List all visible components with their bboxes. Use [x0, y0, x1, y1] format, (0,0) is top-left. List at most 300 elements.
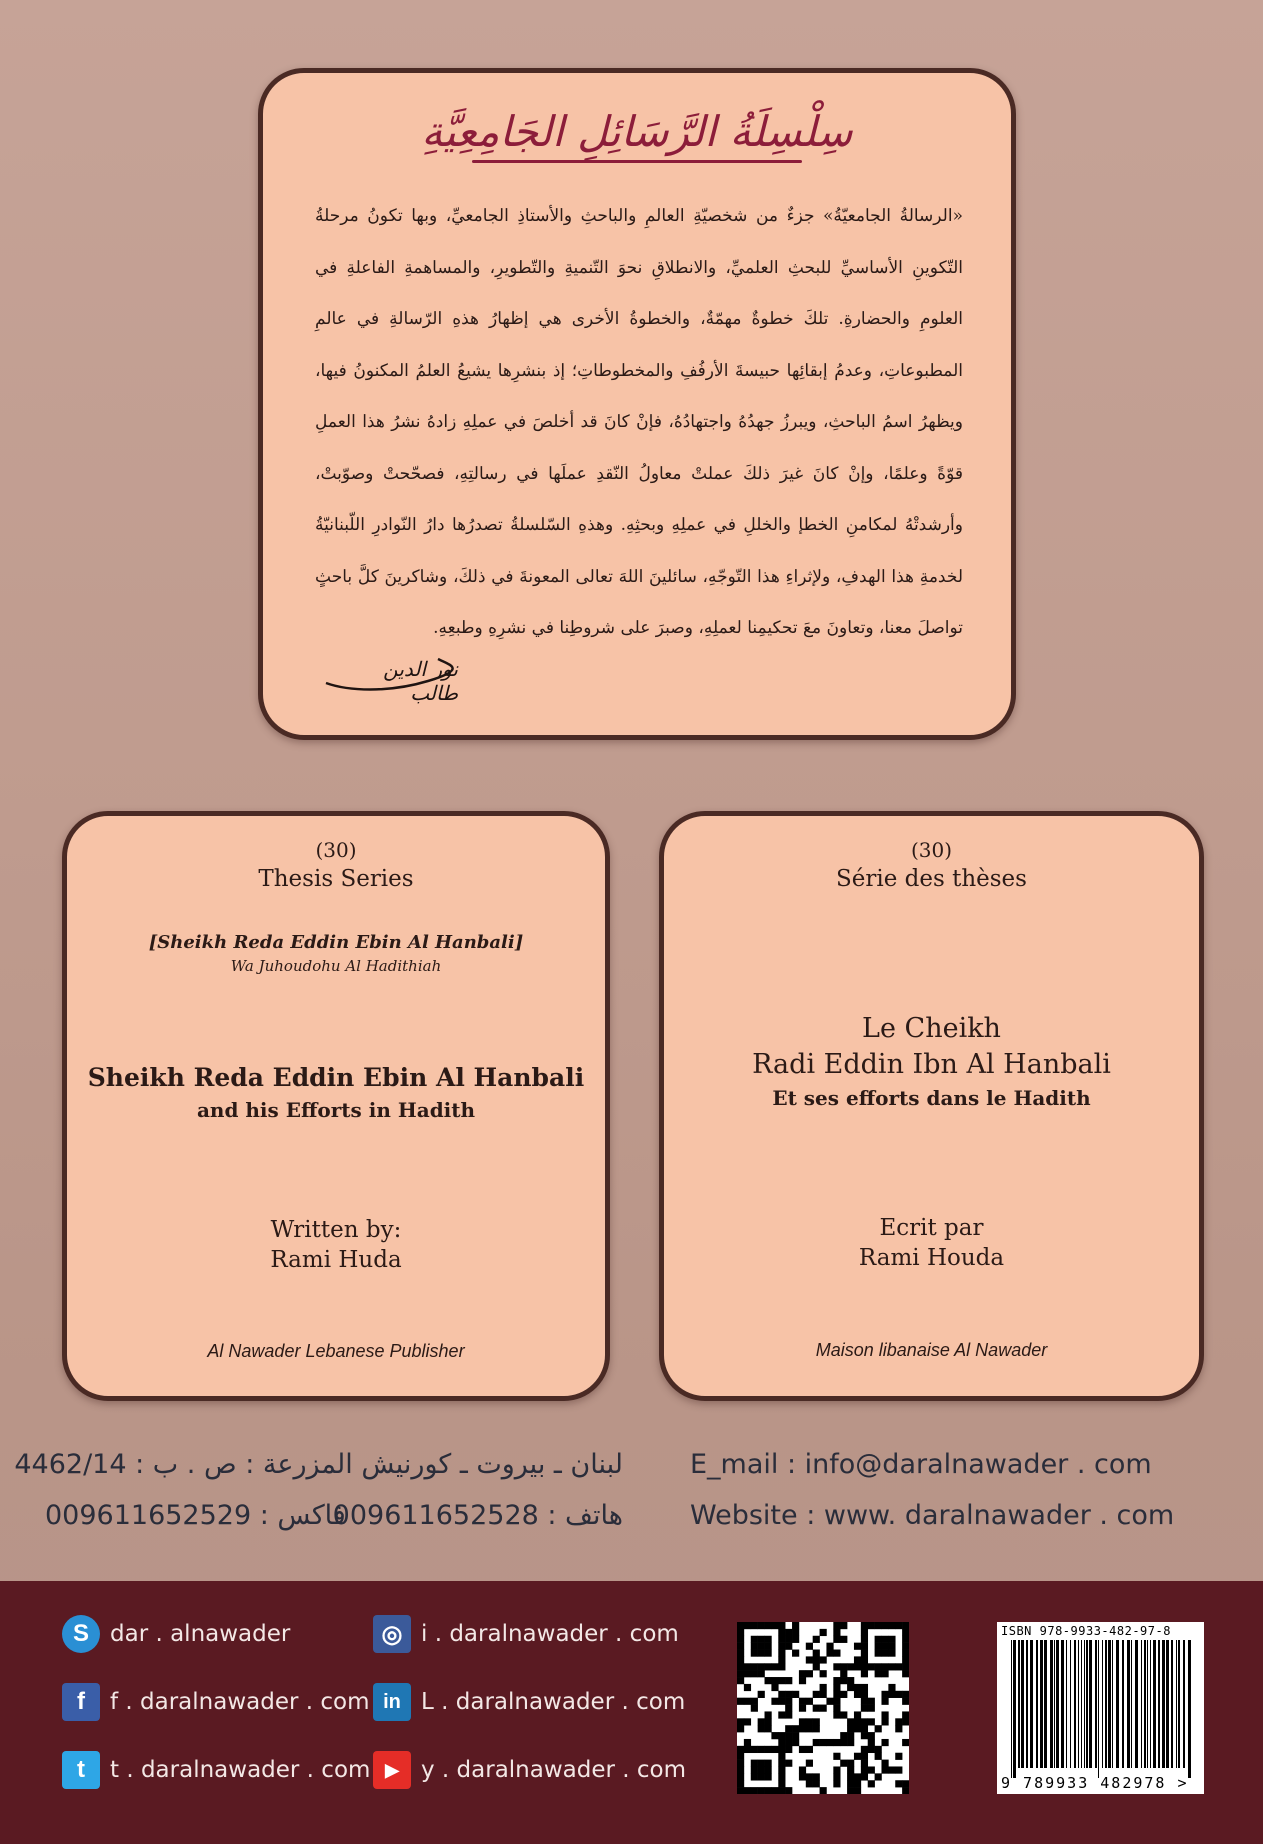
qr-module — [751, 1650, 758, 1657]
qr-module — [833, 1773, 840, 1780]
qr-module — [778, 1766, 785, 1773]
qr-module — [881, 1650, 888, 1657]
instagram-icon: ◎ — [373, 1615, 411, 1653]
qr-module — [771, 1698, 778, 1705]
qr-module — [833, 1780, 840, 1787]
qr-module — [778, 1753, 785, 1760]
qr-module — [854, 1691, 861, 1698]
qr-module — [854, 1725, 861, 1732]
qr-module — [902, 1622, 909, 1629]
qr-module — [833, 1622, 840, 1629]
qr-module — [758, 1663, 765, 1670]
qr-module — [758, 1760, 765, 1767]
qr-module — [881, 1766, 888, 1773]
qr-module — [737, 1650, 744, 1657]
qr-module — [771, 1732, 778, 1739]
qr-module — [847, 1766, 854, 1773]
qr-module — [778, 1629, 785, 1636]
qr-module — [868, 1705, 875, 1712]
barcode-bar — [1112, 1640, 1113, 1768]
qr-module — [771, 1663, 778, 1670]
social-label: L . daralnawader . com — [421, 1689, 686, 1715]
qr-module — [861, 1760, 868, 1767]
qr-module — [861, 1746, 868, 1753]
qr-module — [833, 1663, 840, 1670]
qr-module — [806, 1746, 813, 1753]
qr-module — [778, 1760, 785, 1767]
qr-module — [785, 1732, 792, 1739]
qr-module — [778, 1636, 785, 1643]
publisher-phone: هاتف : 009611652528 — [332, 1500, 623, 1531]
qr-module — [771, 1746, 778, 1753]
qr-module — [813, 1773, 820, 1780]
qr-module — [744, 1670, 751, 1677]
qr-module — [785, 1629, 792, 1636]
qr-module — [847, 1663, 854, 1670]
qr-module — [806, 1643, 813, 1650]
twitter-icon: t — [62, 1751, 100, 1789]
qr-module — [737, 1725, 744, 1732]
qr-module — [861, 1656, 868, 1663]
qr-module — [861, 1732, 868, 1739]
qr-module — [751, 1705, 758, 1712]
qr-module — [875, 1643, 882, 1650]
qr-module — [868, 1739, 875, 1746]
qr-module — [902, 1691, 909, 1698]
arabic-series-title: سِلْسِلَةُ الرَّسَائِلِ الجَامِعِيَّةِ — [263, 107, 1011, 163]
qr-module — [778, 1746, 785, 1753]
qr-module — [833, 1650, 840, 1657]
barcode-bar — [1176, 1640, 1177, 1768]
qr-module — [881, 1698, 888, 1705]
qr-module — [771, 1787, 778, 1794]
linkedin-icon: in — [373, 1683, 411, 1721]
publisher-fax: فاكس : 009611652529 — [45, 1500, 346, 1531]
qr-module — [875, 1746, 882, 1753]
qr-module — [888, 1622, 895, 1629]
qr-module — [785, 1725, 792, 1732]
author-name: Rami Huda — [270, 1247, 402, 1273]
qr-module — [758, 1643, 765, 1650]
qr-module — [792, 1629, 799, 1636]
qr-module — [840, 1711, 847, 1718]
qr-module — [813, 1650, 820, 1657]
barcode-bar — [1105, 1640, 1107, 1768]
qr-module — [737, 1656, 744, 1663]
isbn-barcode — [997, 1622, 1204, 1794]
qr-module — [895, 1753, 902, 1760]
facebook-icon: f — [62, 1683, 100, 1721]
barcode-bar — [1188, 1640, 1191, 1778]
qr-module — [840, 1691, 847, 1698]
qr-module — [861, 1753, 868, 1760]
qr-module — [771, 1684, 778, 1691]
qr-module — [765, 1643, 772, 1650]
social-skype — [62, 1615, 290, 1653]
qr-module — [888, 1643, 895, 1650]
qr-module — [799, 1677, 806, 1684]
barcode-bar — [1141, 1640, 1142, 1768]
qr-module — [888, 1650, 895, 1657]
qr-module — [826, 1698, 833, 1705]
qr-module — [847, 1718, 854, 1725]
book-subtitle: and his Efforts in Hadith — [196, 1098, 476, 1122]
barcode-bar — [1162, 1640, 1165, 1768]
qr-module — [813, 1725, 820, 1732]
qr-module — [840, 1663, 847, 1670]
barcode-bar — [1127, 1640, 1130, 1768]
qr-module — [902, 1780, 909, 1787]
qr-module — [813, 1780, 820, 1787]
qr-module — [868, 1663, 875, 1670]
qr-module — [792, 1636, 799, 1643]
barcode-bar — [1036, 1640, 1038, 1768]
qr-module — [778, 1787, 785, 1794]
qr-module — [792, 1691, 799, 1698]
qr-module — [778, 1711, 785, 1718]
qr-module — [785, 1636, 792, 1643]
qr-module — [744, 1698, 751, 1705]
qr-module — [868, 1718, 875, 1725]
qr-module — [881, 1663, 888, 1670]
qr-module — [737, 1753, 744, 1760]
book-subtitle: Et ses efforts dans le Hadith — [772, 1086, 1091, 1110]
qr-module — [888, 1766, 895, 1773]
qr-module — [758, 1725, 765, 1732]
social-facebook — [62, 1683, 370, 1721]
qr-module — [778, 1732, 785, 1739]
qr-module — [806, 1656, 813, 1663]
publisher-website: Website : www. daralnawader . com — [690, 1500, 1175, 1531]
qr-module — [792, 1650, 799, 1657]
french-title-panel — [659, 811, 1204, 1401]
barcode-bar — [1074, 1640, 1076, 1768]
qr-module — [820, 1684, 827, 1691]
qr-module — [861, 1725, 868, 1732]
qr-module — [758, 1691, 765, 1698]
qr-module — [799, 1705, 806, 1712]
qr-module — [868, 1622, 875, 1629]
qr-module — [737, 1643, 744, 1650]
qr-module — [771, 1622, 778, 1629]
qr-module — [840, 1677, 847, 1684]
qr-module — [737, 1787, 744, 1794]
qr-module — [785, 1643, 792, 1650]
qr-module — [875, 1753, 882, 1760]
qr-module — [895, 1718, 902, 1725]
series-name: Thesis Series — [258, 866, 414, 892]
series-number: (30) — [315, 838, 357, 862]
skype-icon: S — [62, 1615, 100, 1653]
qr-module — [820, 1691, 827, 1698]
qr-module — [737, 1766, 744, 1773]
qr-module — [875, 1636, 882, 1643]
qr-module — [847, 1787, 854, 1794]
qr-module — [902, 1718, 909, 1725]
qr-module — [854, 1773, 861, 1780]
qr-module — [847, 1773, 854, 1780]
qr-module — [881, 1739, 888, 1746]
qr-module — [751, 1663, 758, 1670]
qr-module — [868, 1746, 875, 1753]
qr-module — [861, 1643, 868, 1650]
qr-module — [813, 1718, 820, 1725]
qr-module — [861, 1705, 868, 1712]
barcode-bar — [1102, 1640, 1103, 1768]
qr-module — [785, 1739, 792, 1746]
qr-module — [847, 1760, 854, 1767]
youtube-icon: ▶ — [373, 1751, 411, 1789]
qr-module — [833, 1739, 840, 1746]
qr-module — [861, 1698, 868, 1705]
barcode-bar — [1098, 1640, 1099, 1778]
qr-module — [778, 1663, 785, 1670]
qr-module — [861, 1718, 868, 1725]
qr-module — [881, 1691, 888, 1698]
qr-module — [861, 1773, 868, 1780]
qr-module — [758, 1746, 765, 1753]
qr-module — [806, 1773, 813, 1780]
barcode-bar — [1044, 1640, 1047, 1768]
transliterated-title: [Sheikh Reda Eddin Ebin Al Hanbali] — [148, 932, 524, 953]
barcode-bar — [1122, 1640, 1124, 1768]
written-by-label: Ecrit par — [879, 1215, 984, 1241]
barcode-bar — [1171, 1640, 1173, 1768]
qr-module — [765, 1760, 772, 1767]
qr-module — [785, 1677, 792, 1684]
qr-module — [778, 1691, 785, 1698]
qr-module — [888, 1684, 895, 1691]
barcode-bar — [1150, 1640, 1151, 1768]
qr-module — [751, 1760, 758, 1767]
qr-module — [820, 1787, 827, 1794]
qr-module — [820, 1629, 827, 1636]
barcode-bar — [1011, 1640, 1012, 1778]
qr-module — [737, 1670, 744, 1677]
qr-module — [765, 1636, 772, 1643]
qr-module — [875, 1663, 882, 1670]
social-twitter — [62, 1751, 370, 1789]
qr-module — [778, 1650, 785, 1657]
qr-module — [895, 1766, 902, 1773]
barcode-bar — [1135, 1640, 1138, 1768]
qr-module — [737, 1718, 744, 1725]
qr-module — [854, 1663, 861, 1670]
qr-module — [868, 1698, 875, 1705]
qr-module — [861, 1684, 868, 1691]
qr-module — [806, 1698, 813, 1705]
barcode-bar — [1070, 1640, 1071, 1768]
barcode-bar — [1026, 1640, 1028, 1768]
qr-module — [765, 1622, 772, 1629]
qr-module — [875, 1670, 882, 1677]
barcode-bar — [1089, 1640, 1092, 1768]
qr-module — [833, 1753, 840, 1760]
qr-module — [737, 1677, 744, 1684]
qr-module — [902, 1663, 909, 1670]
qr-module — [765, 1718, 772, 1725]
qr-module — [881, 1718, 888, 1725]
qr-module — [785, 1691, 792, 1698]
qr-module — [737, 1629, 744, 1636]
qr-module — [895, 1622, 902, 1629]
qr-module — [902, 1643, 909, 1650]
qr-module — [868, 1766, 875, 1773]
barcode-bar — [1131, 1640, 1132, 1768]
qr-module — [820, 1705, 827, 1712]
qr-module — [751, 1670, 758, 1677]
qr-module — [861, 1663, 868, 1670]
qr-module — [881, 1670, 888, 1677]
barcode-bar — [1061, 1640, 1064, 1768]
qr-module — [840, 1760, 847, 1767]
barcode-bar — [1158, 1640, 1160, 1768]
qr-module — [826, 1643, 833, 1650]
qr-module — [861, 1650, 868, 1657]
barcode-bar — [1095, 1640, 1097, 1768]
qr-module — [902, 1629, 909, 1636]
book-title-line2: Radi Eddin Ibn Al Hanbali — [752, 1049, 1111, 1080]
qr-module — [875, 1725, 882, 1732]
qr-module — [778, 1780, 785, 1787]
qr-module — [765, 1711, 772, 1718]
qr-module — [778, 1739, 785, 1746]
barcode-bar — [1056, 1640, 1059, 1768]
qr-module — [744, 1684, 751, 1691]
qr-module — [902, 1787, 909, 1794]
qr-module — [840, 1636, 847, 1643]
qr-module — [785, 1705, 792, 1712]
qr-module — [854, 1643, 861, 1650]
social-label: dar . alnawader — [110, 1621, 291, 1647]
written-by-label: Written by: — [270, 1217, 402, 1243]
qr-module — [751, 1622, 758, 1629]
qr-module — [765, 1787, 772, 1794]
barcode-bar — [1078, 1640, 1079, 1768]
social-linkedin — [373, 1683, 685, 1721]
qr-module — [813, 1739, 820, 1746]
qr-module — [737, 1622, 744, 1629]
barcode-bar — [1030, 1640, 1033, 1768]
qr-module — [895, 1663, 902, 1670]
barcode-bar — [1021, 1640, 1024, 1768]
qr-module — [813, 1656, 820, 1663]
qr-module — [758, 1650, 765, 1657]
qr-module — [792, 1732, 799, 1739]
qr-module — [902, 1670, 909, 1677]
qr-module — [744, 1718, 751, 1725]
qr-module — [744, 1739, 751, 1746]
qr-module — [799, 1766, 806, 1773]
qr-module — [840, 1622, 847, 1629]
barcode-bar — [1108, 1640, 1111, 1768]
qr-module — [826, 1650, 833, 1657]
qr-module — [737, 1773, 744, 1780]
qr-module — [806, 1725, 813, 1732]
qr-module — [765, 1663, 772, 1670]
qr-module — [833, 1629, 840, 1636]
book-title: Sheikh Reda Eddin Ebin Al Hanbali — [87, 1063, 585, 1092]
qr-module — [737, 1760, 744, 1767]
qr-module — [861, 1766, 868, 1773]
barcode-bar — [1166, 1640, 1169, 1768]
qr-module — [854, 1787, 861, 1794]
qr-module — [758, 1670, 765, 1677]
qr-module — [847, 1780, 854, 1787]
barcode-bar — [1040, 1640, 1043, 1768]
qr-module — [806, 1780, 813, 1787]
qr-module — [785, 1698, 792, 1705]
qr-module — [751, 1766, 758, 1773]
qr-module — [833, 1636, 840, 1643]
qr-module — [902, 1711, 909, 1718]
qr-module — [744, 1622, 751, 1629]
qr-module — [847, 1739, 854, 1746]
qr-module — [792, 1739, 799, 1746]
barcode-bar — [1153, 1640, 1156, 1768]
qr-module — [833, 1705, 840, 1712]
qr-module — [806, 1670, 813, 1677]
qr-module — [902, 1656, 909, 1663]
qr-module — [881, 1622, 888, 1629]
qr-module — [888, 1663, 895, 1670]
qr-module — [833, 1698, 840, 1705]
publisher-email: E_mail : info@daralnawader . com — [690, 1449, 1152, 1480]
qr-module — [799, 1718, 806, 1725]
qr-module — [820, 1656, 827, 1663]
qr-module — [778, 1677, 785, 1684]
qr-module — [751, 1773, 758, 1780]
qr-module — [737, 1636, 744, 1643]
arabic-series-description: «الرسالةُ الجامعيّةُ» جزءٌ من شخصيّةِ العالمِ والباحثِ والأستاذِ الجامعيِّ، وبها تكونُ مرحلةُ التّكوينِ الأساسيِّ للبحثِ العلميِّ، والانطلاقِ نحوَ التّنميةِ والتّطويرِ، والمساهمةِ الفاعلةِ في العلومِ والحضارةِ. تلكَ خطوةٌ مهمّةٌ، والخطوةُ الأخرى هي إظهارُ هذهِ الرّسالةِ في عالمِ المطبوعاتِ، وعدمُ إبقائِها حبيسةَ الأرفُفِ والمخطوطاتِ؛ إذ بنشرِها يشيعُ العلمُ المكنونُ فيها، ويظهرُ اسمُ الباحثِ، ويبرزُ جهدُهُ واجتهادُهُ، فإنْ كانَ قد أخلصَ في عملِهِ زادهُ نشرُ هذا العملِ قوّةً وعلمًا، وإنْ كانَ غيرَ ذلكَ عملتْ معاولُ النّقدِ عملَها في رسالتِهِ، فصحّحتْ وصوّبتْ، وأرشدتْهُ لمكامنِ الخطإ والخللِ في عملِهِ وبحثِهِ. وهذهِ السّلسلةُ تصدرُها دارُ النّوادرِ اللّبنانيّةُ لخدمةِ هذا الهدفِ، ولإثراءِ هذا التّوجّهِ، سائلينَ اللهَ تعالى المعونةَ في ذلكَ، وشاكرينَ كلَّ باحثٍ تواصلَ معنا، وتعاونَ معَ تحكيمِنا لعملِهِ، وصبرَ على شروطِنا في نشرِهِ وطبعِهِ. — [315, 206, 963, 638]
transliterated-subtitle: Wa Juhoudohu Al Hadithiah — [230, 957, 442, 975]
qr-module — [806, 1760, 813, 1767]
qr-module — [881, 1643, 888, 1650]
qr-module — [902, 1698, 909, 1705]
signature — [318, 645, 458, 705]
qr-module — [806, 1718, 813, 1725]
qr-module — [888, 1636, 895, 1643]
qr-module — [778, 1773, 785, 1780]
qr-module — [820, 1739, 827, 1746]
qr-module — [737, 1780, 744, 1787]
qr-module — [854, 1718, 861, 1725]
qr-module — [895, 1691, 902, 1698]
barcode-bar — [1084, 1640, 1085, 1768]
qr-module — [868, 1732, 875, 1739]
qr-module — [854, 1753, 861, 1760]
qr-module — [861, 1691, 868, 1698]
qr-module — [737, 1663, 744, 1670]
qr-module — [847, 1677, 854, 1684]
author-name: Rami Houda — [858, 1245, 1005, 1271]
publisher-address: لبنان ـ بيروت ـ كورنيش المزرعة : ص . ب : 4462/14 — [14, 1449, 623, 1480]
qr-module — [778, 1622, 785, 1629]
qr-module — [751, 1698, 758, 1705]
qr-module — [799, 1773, 806, 1780]
qr-module — [799, 1746, 806, 1753]
barcode-bar — [1066, 1640, 1067, 1768]
qr-module — [737, 1698, 744, 1705]
barcode-bar — [1147, 1640, 1148, 1768]
qr-module — [875, 1622, 882, 1629]
qr-module — [902, 1650, 909, 1657]
qr-module — [875, 1773, 882, 1780]
barcode-bar — [1081, 1640, 1082, 1768]
qr-module — [854, 1656, 861, 1663]
qr-module — [765, 1773, 772, 1780]
social-label: t . daralnawader . com — [110, 1757, 371, 1783]
